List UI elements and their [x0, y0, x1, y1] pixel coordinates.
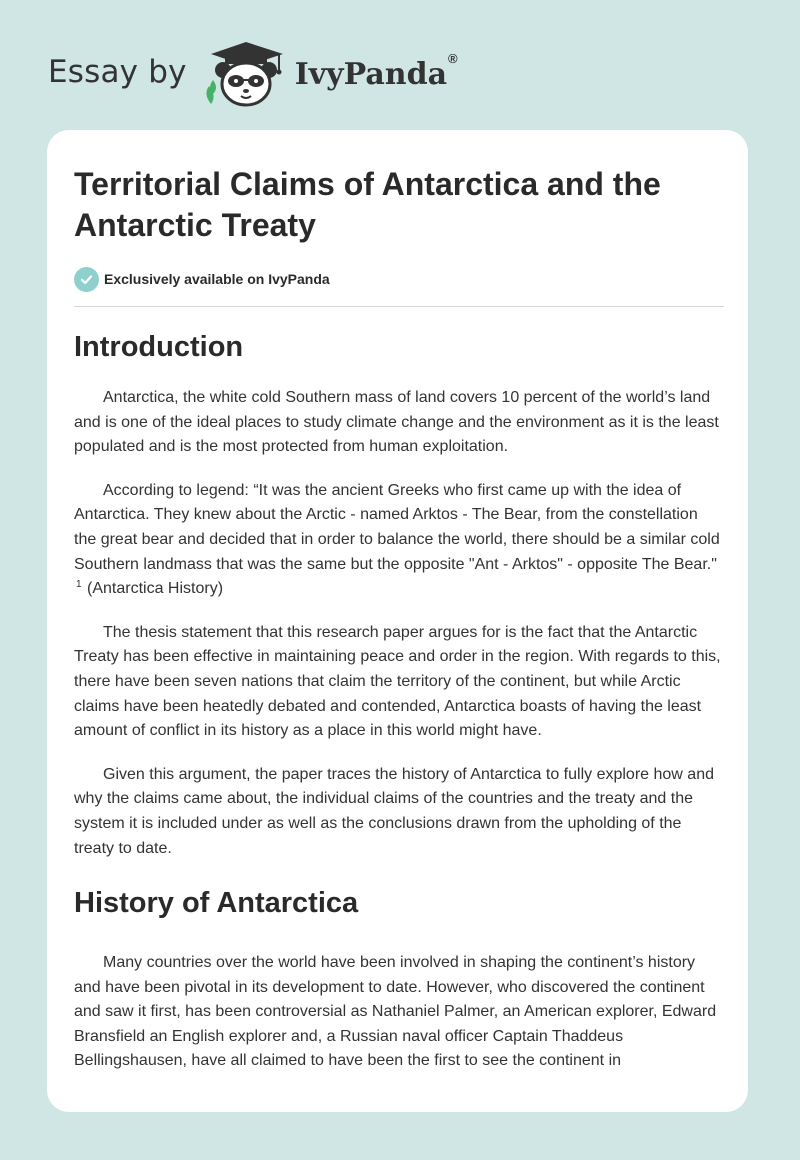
registered-mark: ® — [448, 50, 458, 66]
paragraph: Given this argument, the paper traces the history of Antarctica to fully explore how and why the claims came about, the individual claims of the countries and the treaty and the system it is included under as well as the conclusions drawn from the upholding of the treaty to date. — [74, 765, 714, 857]
paragraph: The thesis statement that this research paper argues for is the fact that the Antarctic Treaty has been effective in maintaining peace and order in the region. With regards to this, there have been seven nations that claim the territory of the continent, but while Arctic claims have been heatedly debated and contended, Antarctica boasts of having the least amount of conflict in its history as a place in this world might have. — [74, 623, 721, 740]
badge-text: Exclusively available on IvyPanda — [104, 271, 330, 287]
article-card — [47, 130, 748, 1112]
quote-text: According to legend: “It was the ancient Greeks who first came up with the idea of Antarctica. They knew about the Arctic - named Arktos - The Bear, from the constellation the great bear and decided that in order to balance the world, there should be a similar cold Southern landmass that was the same but the opposite "Ant - Arktos" - opposite The Bear." — [74, 481, 720, 573]
paragraph: Many countries over the world have been involved in shaping the continent’s history and have been pivotal in its development to date. However, who discovered the continent and saw it first, has been controversial as Nathaniel Palmer, an American explorer, Edward Bransfield an English explorer and, a Russian naval officer Captain Thaddeus Bellingshausen, have all claimed to have been the first to see the continent in — [74, 954, 717, 1070]
citation: (Antarctica History) — [87, 580, 224, 598]
brand-header[interactable] — [48, 36, 458, 108]
footnote-reference[interactable]: 1 — [76, 578, 82, 590]
check-circle-icon — [74, 267, 99, 292]
brand-prefix: Essay by — [48, 54, 187, 90]
panda-logo-icon — [201, 36, 291, 108]
exclusive-badge — [74, 266, 724, 292]
section-heading-introduction: Introduction — [74, 331, 244, 363]
brand-name: IvyPanda — [294, 56, 448, 92]
paragraph: Antarctica, the white cold Southern mass of land covers 10 percent of the world’s land and is one of the ideal places to study climate change and the environment as it is the least populated and is the most protected from human exploitation. — [74, 389, 719, 456]
article-body — [74, 164, 724, 1074]
quote-paragraph — [74, 479, 724, 602]
section-heading-history: History of Antarctica — [74, 887, 359, 920]
article-title: Territorial Claims of Antarctica and the Antarctic Treaty — [74, 166, 661, 243]
divider — [74, 306, 724, 307]
